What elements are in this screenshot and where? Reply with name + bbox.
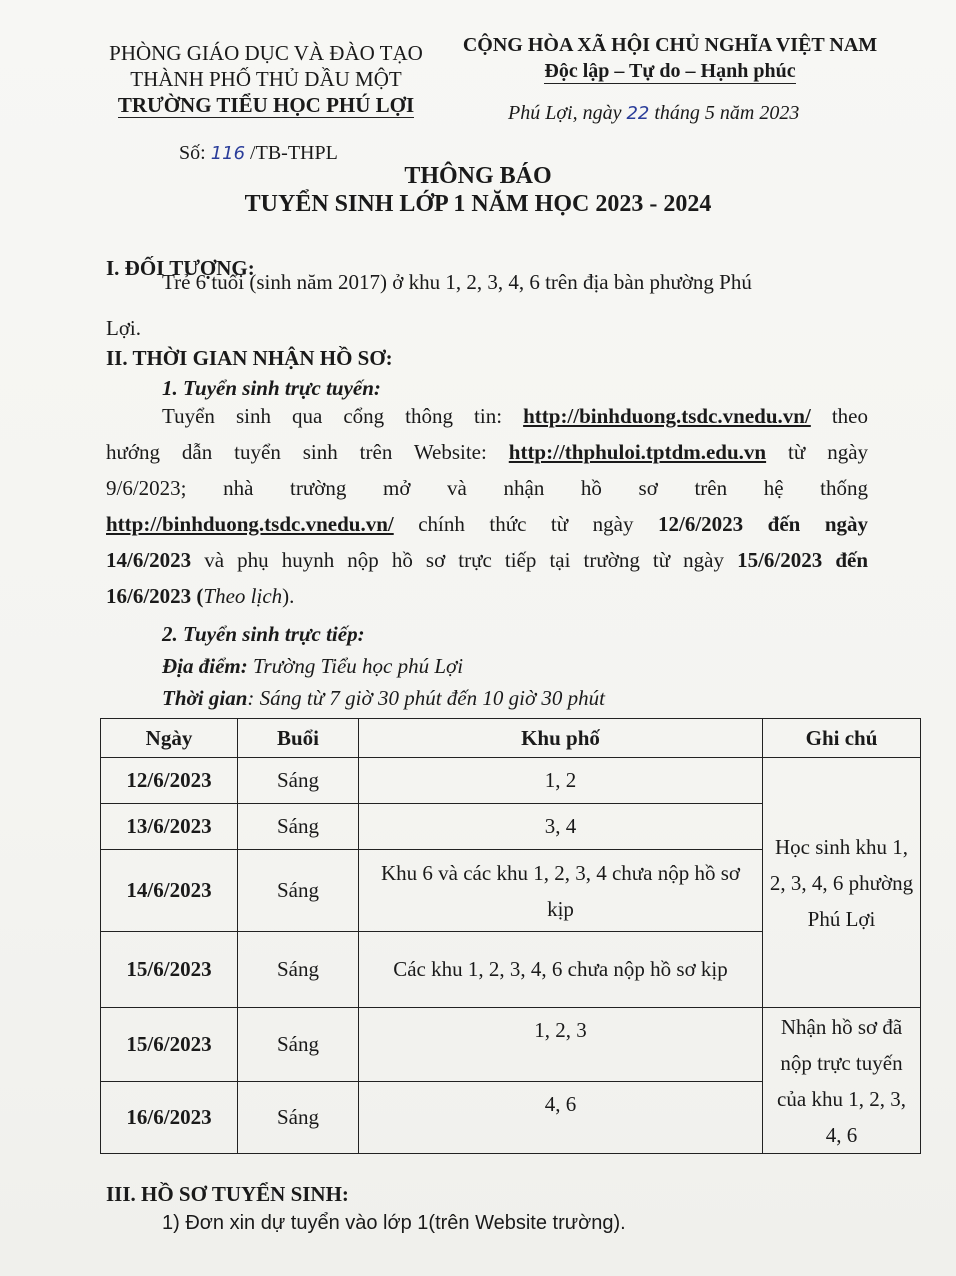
online-line3: 9/6/2023; nhà trường mở và nhận hồ sơ trên hệ thống [106, 476, 868, 500]
online-line1: Tuyển sinh qua cổng thông tin: http://binhduong.tsdc.vnedu.vn/ theo [162, 404, 868, 428]
cell-date: 14/6/2023 [101, 850, 238, 932]
section3-item1: 1) Đơn xin dự tuyển vào lớp 1(trên Website trường). [162, 1212, 626, 1234]
table-header-row [101, 719, 921, 758]
nation-title: CỘNG HÒA XÃ HỘI CHỦ NGHĨA VIỆT NAM [462, 34, 878, 56]
tsdc-link-2[interactable]: http://binhduong.tsdc.vnedu.vn/ [106, 512, 394, 536]
notice-subtitle: TUYỂN SINH LỚP 1 NĂM HỌC 2023 - 2024 [244, 191, 712, 217]
cell-area: 1, 2, 3 [359, 1008, 763, 1082]
cell-session: Sáng [238, 758, 359, 804]
online-line5: 14/6/2023 và phụ huynh nộp hồ sơ trực tiếp tại trường từ ngày 15/6/2023 đến [106, 548, 868, 572]
cell-session: Sáng [238, 804, 359, 850]
cell-area: 4, 6 [359, 1082, 763, 1154]
cell-area: Các khu 1, 2, 3, 4, 6 chưa nộp hồ sơ kịp [359, 932, 763, 1008]
cell-date: 15/6/2023 [101, 1008, 238, 1082]
cell-session: Sáng [238, 1008, 359, 1082]
section3-heading: III. HỒ SƠ TUYỂN SINH: [106, 1182, 349, 1206]
handwritten-number: 116 [210, 143, 246, 164]
schedule-table [100, 718, 921, 1154]
col-header-session: Buổi [238, 719, 359, 758]
direct-time: Thời gian: Sáng từ 7 giờ 30 phút đến 10 giờ 30 phút [162, 686, 605, 710]
cell-session: Sáng [238, 932, 359, 1008]
cell-date: 13/6/2023 [101, 804, 238, 850]
online-line4: http://binhduong.tsdc.vnedu.vn/ chính thức từ ngày 12/6/2023 đến ngày [106, 512, 869, 536]
cell-date: 12/6/2023 [101, 758, 238, 804]
cell-date: 16/6/2023 [101, 1082, 238, 1154]
col-header-area: Khu phố [359, 719, 763, 758]
tsdc-link[interactable]: http://binhduong.tsdc.vnedu.vn/ [523, 404, 811, 428]
document-number: Số: 116 /TB-THPL [179, 142, 338, 164]
cell-note-2: Nhận hồ sơ đã nộp trực tuyến của khu 1, 2, 3, 4, 6 [763, 1008, 921, 1154]
online-line6: 16/6/2023 (Theo lịch). [106, 584, 295, 608]
table-row [101, 758, 921, 804]
section2-heading: II. THỜI GIAN NHẬN HỒ SƠ: [106, 346, 393, 370]
cell-date: 15/6/2023 [101, 932, 238, 1008]
online-line2: hướng dẫn tuyển sinh trên Website: http://thphuloi.tptdm.edu.vn từ ngày [106, 440, 869, 464]
section1-text-line1: Trẻ 6 tuổi (sinh năm 2017) ở khu 1, 2, 3, 4, 6 trên địa bàn phường Phú [162, 270, 752, 294]
cell-session: Sáng [238, 1082, 359, 1154]
col-header-date: Ngày [101, 719, 238, 758]
cell-session: Sáng [238, 850, 359, 932]
section1-heading: I. ĐỐI TƯỢNG: [106, 256, 255, 280]
direct-place: Địa điểm: Trường Tiểu học phú Lợi [162, 654, 464, 678]
issuer-line1: PHÒNG GIÁO DỤC VÀ ĐÀO TẠO [109, 41, 423, 65]
online-heading: 1. Tuyển sinh trực tuyến: [162, 376, 381, 400]
cell-area: 3, 4 [359, 804, 763, 850]
date-line: Phú Lợi, ngày 22 tháng 5 năm 2023 [508, 102, 800, 124]
cell-note-1: Học sinh khu 1, 2, 3, 4, 6 phường Phú Lợi [763, 758, 921, 1008]
school-name: TRƯỜNG TIỂU HỌC PHÚ LỢI [117, 93, 415, 117]
handwritten-day: 22 [626, 103, 650, 124]
table-row [101, 1008, 921, 1082]
school-website-link[interactable]: http://thphuloi.tptdm.edu.vn [508, 440, 767, 464]
nation-motto: Độc lập – Tự do – Hạnh phúc [544, 60, 796, 82]
cell-area: 1, 2 [359, 758, 763, 804]
issuer-block [96, 40, 436, 118]
col-header-note: Ghi chú [763, 719, 921, 758]
direct-heading: 2. Tuyển sinh trực tiếp: [162, 622, 365, 646]
nation-block [450, 32, 890, 84]
cell-area: Khu 6 và các khu 1, 2, 3, 4 chưa nộp hồ sơ kịp [359, 850, 763, 932]
section1-text-line2: Lợi. [106, 316, 142, 340]
notice-title: THÔNG BÁO [404, 163, 552, 189]
issuer-line2: THÀNH PHỐ THỦ DẦU MỘT [130, 67, 402, 91]
